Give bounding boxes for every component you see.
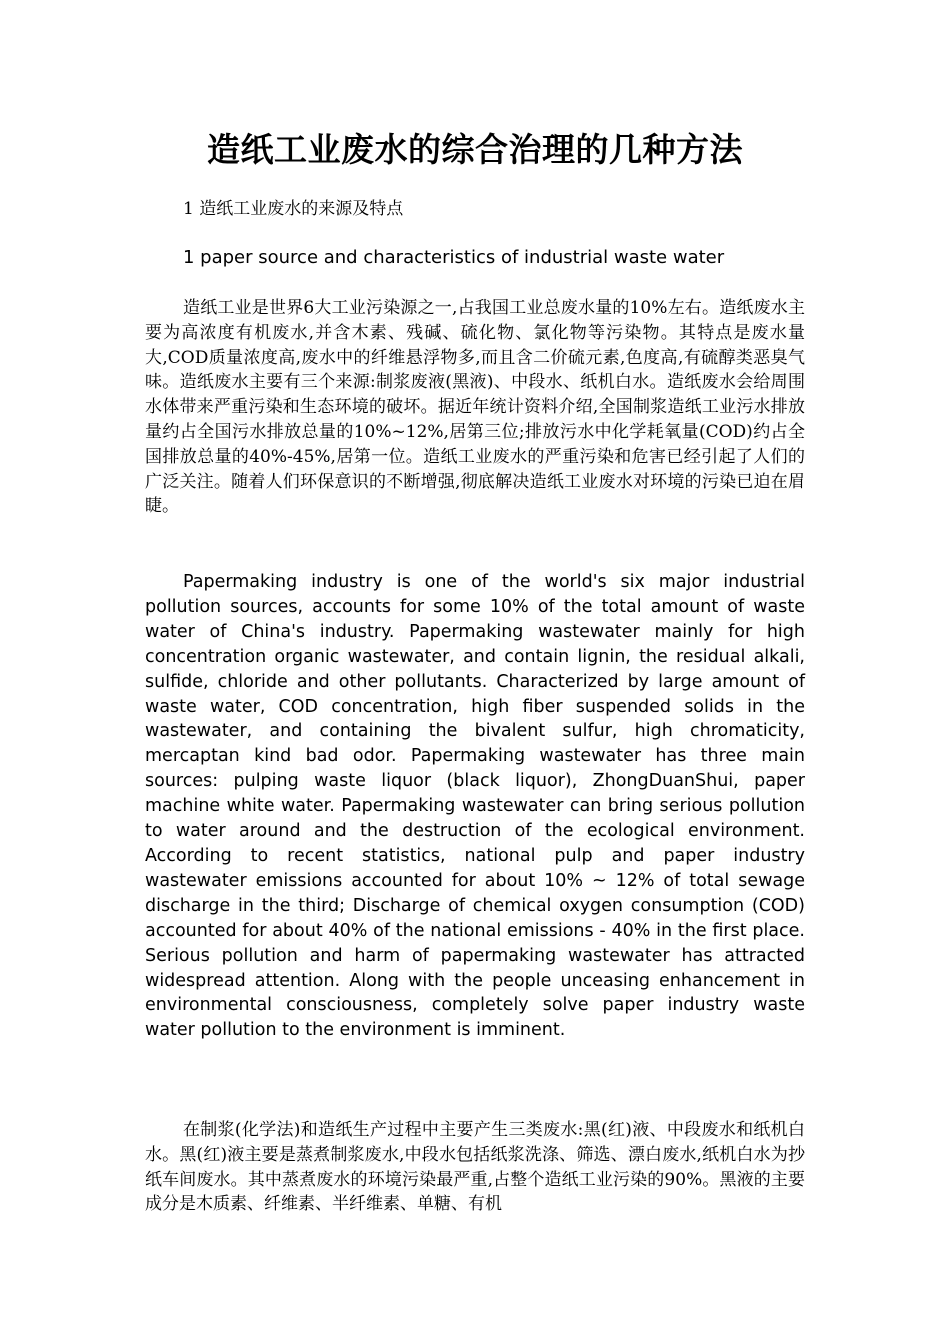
section-heading-chinese: 1 造纸工业废水的来源及特点 xyxy=(183,199,404,219)
paragraph-english-intro: Papermaking industry is one of the world's six major industrial pollution sources, accounts for some 10% of the total amount of waste water of China's industry. Papermaking wastewater mainly for high concentration organic wastewater, and contain lignin, the residual alkali, sulfide, chloride and other pollutants. Characterized by large amount of waste water, COD concentration, high fiber suspended solids in the wastewater, and containing the bivalent sulfur, high chromaticity, mercaptan kind bad odor. Papermaking wastewater has three main sources: pulping waste liquor (black liquor), ZhongDuanShui, paper machine white water. Papermaking wastewater can bring serious pollution to water around and the destruction of the ecological environment. According to recent statistics, national pulp and paper industry wastewater emissions accounted for about 10% ~ 12% of total sewage discharge in the third; Discharge of chemical oxygen consumption (COD) accounted for about 40% of the national emissions - 40% in the first place. Serious pollution and harm of papermaking wastewater has attracted widespread attention. Along with the people unceasing enhancement in environmental consciousness, completely solve paper industry waste water pollution to the environment is imminent. xyxy=(145,572,805,1041)
document-title: 造纸工业废水的综合治理的几种方法 xyxy=(207,130,743,169)
paragraph-chinese-wastewater-types: 在制浆(化学法)和造纸生产过程中主要产生三类废水:黑(红)液、中段废水和纸机白水。黑(红)液主要是蒸煮制浆废水,中段水包括纸浆洗涤、筛选、漂白废水,纸机白水为抄纸车间废水。其中蒸煮废水的环境污染最严重,占整个造纸工业污染的90%。黑液的主要成分是木质素、纤维素、半纤维素、单糖、有机 xyxy=(145,1120,805,1215)
section-heading-english: 1 paper source and characteristics of industrial waste water xyxy=(183,247,725,268)
paragraph-chinese-intro: 造纸工业是世界6大工业污染源之一,占我国工业总废水量的10%左右。造纸废水主要为高浓度有机废水,并含木素、残碱、硫化物、氯化物等污染物。其特点是废水量大,COD质量浓度高,废水中的纤维悬浮物多,而且含二价硫元素,色度高,有硫醇类恶臭气味。造纸废水主要有三个来源:制浆废液(黑液)、中段水、纸机白水。造纸废水会给周围水体带来严重污染和生态环境的破坏。据近年统计资料介绍,全国制浆造纸工业污水排放量约占全国污水排放总量的10%~12%,居第三位;排放污水中化学耗氧量(COD)约占全国排放总量的40%-45%,居第一位。造纸工业废水的严重污染和危害已经引起了人们的广泛关注。随着人们环保意识的不断增强,彻底解决造纸工业废水对环境的污染已迫在眉睫。 xyxy=(145,298,805,517)
